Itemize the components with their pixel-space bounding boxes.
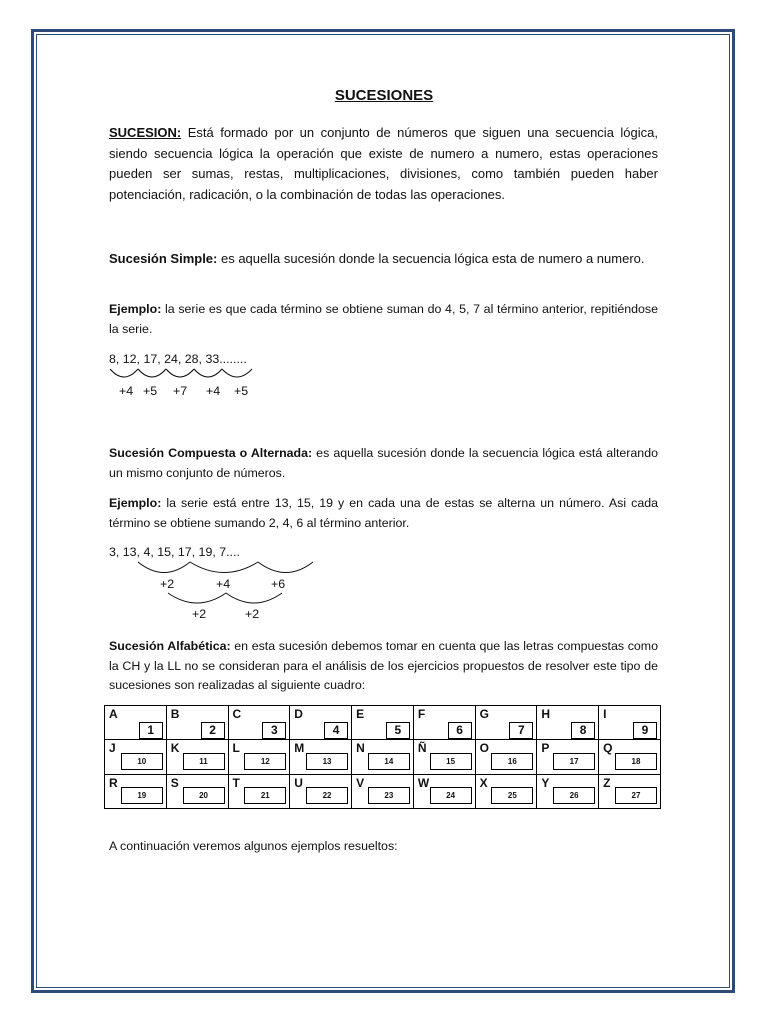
cell-letter: W (417, 775, 430, 790)
cell-number: 21 (244, 787, 286, 804)
cell-number: 5 (386, 722, 410, 739)
cell-number: 16 (491, 753, 533, 770)
cell-number: 20 (183, 787, 225, 804)
closing-text: A continuación veremos algunos ejemplos resueltos: (109, 839, 398, 853)
alphabet-table (104, 705, 661, 809)
cell-letter: A (109, 707, 118, 721)
alfabetica-text: en esta sucesión debemos tomar en cuenta que las letras compuestas como la CH y la LL no se consideran para el análisis de los ejercicios propuestos de resolver este tipo de sucesiones son realizadas al siguiente cuadro: (109, 639, 658, 692)
cell-letter: O (479, 741, 489, 756)
table-cell (352, 706, 414, 740)
table-cell (166, 706, 228, 740)
cell-letter: B (170, 707, 180, 721)
simple-inc-2: +5 (143, 384, 158, 398)
cell-letter: Ñ (417, 741, 427, 756)
table-cell (290, 706, 352, 740)
table-cell (228, 774, 290, 808)
cell-number: 15 (430, 753, 472, 770)
cell-number: 24 (430, 787, 472, 804)
table-cell (290, 740, 352, 774)
compuesta-paragraph (109, 444, 658, 483)
simple-inc-5: +5 (234, 384, 249, 398)
cell-letter: I (603, 707, 607, 721)
table-cell (475, 706, 537, 740)
alfabetica-term: Sucesión Alfabética: (109, 639, 231, 653)
cell-letter: D (294, 707, 303, 721)
table-cell (166, 774, 228, 808)
intro-term: SUCESION: (109, 125, 182, 140)
compuesta-inc-bottom-2: +2 (245, 607, 260, 621)
alfabetica-paragraph (109, 637, 658, 696)
cell-number: 10 (121, 753, 163, 770)
cell-number: 25 (491, 787, 533, 804)
compuesta-inc-top-2: +4 (216, 577, 231, 591)
table-cell (105, 706, 167, 740)
cell-number: 9 (633, 722, 657, 739)
cell-letter: V (356, 775, 365, 790)
cell-letter: Z (603, 775, 611, 790)
table-cell (228, 740, 290, 774)
compuesta-example-label: Ejemplo: (109, 496, 162, 510)
cell-letter: L (232, 741, 240, 756)
arc-simple-4 (194, 369, 222, 377)
table-cell (475, 740, 537, 774)
cell-number: 27 (615, 787, 657, 804)
simple-inc-3: +7 (173, 384, 188, 398)
compuesta-inc-top-1: +2 (160, 577, 175, 591)
simple-example-label: Ejemplo: (109, 302, 162, 316)
arc-compound-bottom-2 (226, 593, 282, 603)
cell-letter: F (417, 707, 426, 721)
table-cell (228, 706, 290, 740)
table-cell (537, 706, 599, 740)
simple-example-text: la serie es que cada término se obtiene suman do 4, 5, 7 al término anterior, repitiéndose la serie. (109, 302, 658, 336)
cell-number: 19 (121, 787, 163, 804)
cell-number: 14 (368, 753, 410, 770)
compuesta-example (109, 494, 658, 533)
cell-number: 7 (509, 722, 533, 739)
cell-letter: T (232, 775, 240, 790)
arc-simple-3 (166, 369, 194, 377)
arc-simple-1 (110, 369, 138, 377)
cell-number: 18 (615, 753, 657, 770)
cell-letter: C (232, 707, 242, 721)
cell-number: 11 (183, 753, 225, 770)
compuesta-inc-top-3: +6 (271, 577, 286, 591)
compuesta-term: Sucesión Compuesta o Alternada: (109, 446, 313, 460)
cell-number: 8 (571, 722, 595, 739)
table-cell (413, 774, 475, 808)
simple-sequence: 8, 12, 17, 24, 28, 33........ (109, 352, 247, 366)
table-cell (352, 774, 414, 808)
arc-simple-2 (138, 369, 166, 377)
cell-letter: U (294, 775, 303, 790)
table-cell (105, 774, 167, 808)
cell-number: 6 (448, 722, 472, 739)
compuesta-example-text: la serie está entre 13, 15, 19 y en cada una de estas se alterna un número. Asi cada término se obtiene sumando 2, 4, 6 al término anterior. (109, 496, 658, 530)
compuesta-text: es aquella sucesión donde la secuencia lógica está alterando un mismo conjunto de números. (109, 446, 658, 480)
cell-number: 1 (139, 722, 163, 739)
table-cell (413, 706, 475, 740)
cell-letter: H (541, 707, 551, 721)
cell-letter: E (356, 707, 365, 721)
table-row (105, 706, 661, 740)
compuesta-inc-bottom-1: +2 (192, 607, 207, 621)
arc-compound-bottom-1 (168, 593, 226, 603)
arc-compound-top-2 (190, 562, 258, 573)
simple-text: es aquella sucesión donde la secuencia lógica esta de numero a numero. (217, 251, 645, 266)
table-cell (413, 740, 475, 774)
page-title: SUCESIONES (334, 87, 434, 104)
cell-letter: S (170, 775, 179, 790)
table-cell (537, 774, 599, 808)
table-cell (475, 774, 537, 808)
cell-letter: N (356, 741, 365, 756)
cell-number: 12 (244, 753, 286, 770)
cell-letter: K (170, 741, 180, 756)
table-row (105, 774, 661, 808)
cell-number: 23 (368, 787, 410, 804)
simple-inc-1: +4 (119, 384, 134, 398)
arc-compound-top-1 (138, 562, 190, 573)
cell-letter: Q (603, 741, 613, 756)
table-cell (599, 706, 661, 740)
table-cell (537, 740, 599, 774)
cell-number: 4 (324, 722, 348, 739)
table-cell (599, 740, 661, 774)
cell-number: 3 (262, 722, 286, 739)
cell-letter: G (479, 707, 489, 721)
compuesta-sequence: 3, 13, 4, 15, 17, 19, 7.... (109, 545, 240, 559)
cell-letter: R (109, 775, 118, 790)
cell-number: 17 (553, 753, 595, 770)
intro-text: Está formado por un conjunto de números que siguen una secuencia lógica, siendo secuencia lógica la operación que existe de numero a numero, estas operaciones pueden ser sumas, restas, multiplicaciones, divisiones, como también pueden haber potenciación, radicación, o la combinación de todas las operaciones. (109, 125, 658, 202)
simple-inc-4: +4 (206, 384, 221, 398)
cell-number: 26 (553, 787, 595, 804)
cell-letter: Y (541, 775, 550, 790)
cell-letter: P (541, 741, 550, 756)
table-cell (352, 740, 414, 774)
cell-letter: J (109, 741, 116, 756)
cell-number: 2 (201, 722, 225, 739)
cell-letter: M (294, 741, 305, 756)
simple-term: Sucesión Simple: (109, 251, 218, 266)
table-cell (599, 774, 661, 808)
arc-simple-5 (222, 369, 252, 377)
table-cell (166, 740, 228, 774)
arc-compound-top-3 (258, 562, 313, 573)
cell-letter: X (479, 775, 488, 790)
cell-number: 13 (306, 753, 348, 770)
cell-number: 22 (306, 787, 348, 804)
table-cell (105, 740, 167, 774)
table-row (105, 740, 661, 774)
table-cell (290, 774, 352, 808)
